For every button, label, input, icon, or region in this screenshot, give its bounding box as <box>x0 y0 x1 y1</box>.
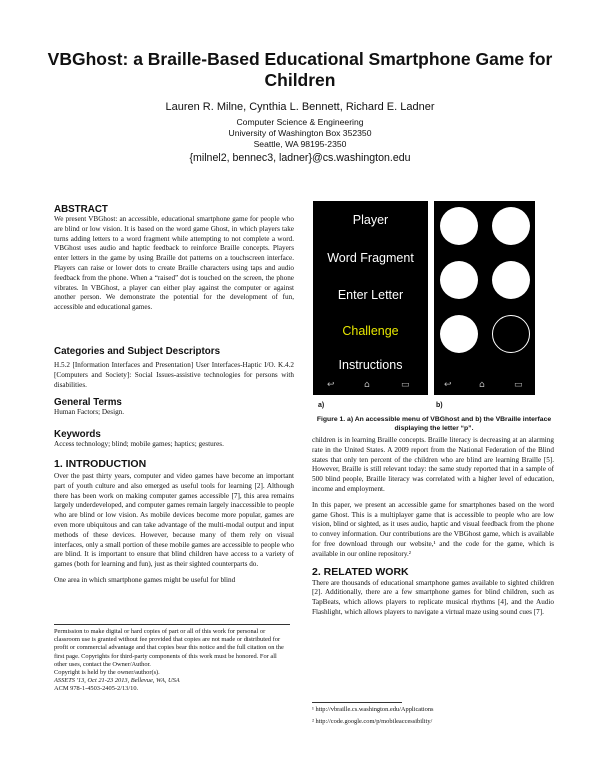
paper-title: VBGhost: a Braille-Based Educational Smartphone Game for Children <box>47 49 553 90</box>
categories-section <box>54 346 294 390</box>
home-icon-b[interactable]: ⌂ <box>479 380 485 390</box>
recent-apps-icon[interactable]: ▭ <box>401 380 410 390</box>
related-work-heading: 2. RELATED WORK <box>312 565 409 578</box>
phone-braille-screen <box>434 201 535 395</box>
keywords-text: Access technology; blind; mobile games; haptics; gestures. <box>54 440 224 448</box>
keywords-heading: Keywords <box>54 429 101 440</box>
abstract-heading: ABSTRACT <box>54 204 108 215</box>
abstract-text: We present VBGhost: an accessible, educational smartphone game for people who are blind or low vision. It is based on the word game Ghost, in which players take turns adding letters to a word fragment while attempting to not complete a word. VBGhost uses audio and haptic feedback to reinforce Braille concepts. Players enter letters in the game by using Braille dot patterns on a touchscreen interface. Players can raise or lower dots to create Braille characters using taps and audio feedback from the phone. When a “raised” dot is touched on the screen, the phone vibrates. In VBGhost, a player can either play against the computer or against another person. We demonstrate the potential for the development of fun, accessible and educational games. <box>54 215 294 312</box>
recent-apps-icon-b[interactable]: ▭ <box>514 380 523 390</box>
figure-label-b: b) <box>436 402 443 409</box>
isbn-line: ACM 978-1-4503-2405-2/13/10. <box>54 685 139 693</box>
authors: Lauren R. Milne, Cynthia L. Bennett, Richard E. Ladner <box>165 101 435 113</box>
general-terms-text: Human Factors; Design. <box>54 408 125 416</box>
braille-dot-1[interactable] <box>440 207 478 245</box>
intro-continued-p1: children is in learning Braille concepts. Braille literacy is decreasing at an alarming rate in the United States. A 2009 report from the National Federation of the Blind states that only ten percent of the children who are blind are learning Braille [5]. However, Braille is still relevant today: the same study reported that in a sample of 500 blind people, Braille literacy was correlated with a higher level of education, income and employment. <box>312 436 554 493</box>
footnote-1[interactable]: ¹ http://vbraille.cs.washington.edu/Applications <box>312 706 434 713</box>
affiliation-city: Seattle, WA 98195-2350 <box>253 139 347 149</box>
menu-item-player[interactable]: Player <box>352 213 389 227</box>
braille-dot-4[interactable] <box>492 207 530 245</box>
permission-notice: Permission to make digital or hard copies of part or all of this work for personal or classroom use is granted without fee provided that copies are not made or distributed for profit or commercial advantage and that copies bear this notice and the full citation on the first page. Copyrights for third-party components of this work must be honored. For all other uses, contact the Owner/Author. <box>54 628 284 668</box>
copyright-line: Copyright is held by the owner/author(s). <box>54 669 160 677</box>
related-work-p1: There are thousands of educational smartphone games available to sighted children [2]. Additionally, there are a few smartphone games for blind children, such as TapBeats, which allows players to replicate musical rhythms [4], and the Audio Flashlight, which allows players to navigate a virtual maze using sound cues [7]. <box>312 578 554 616</box>
permission-divider <box>54 624 290 625</box>
braille-dot-6[interactable] <box>492 315 530 353</box>
menu-item-challenge[interactable]: Challenge <box>342 324 399 338</box>
braille-dot-3[interactable] <box>440 315 478 353</box>
introduction-section <box>54 458 294 586</box>
categories-text: H.5.2 [Information Interfaces and Presentation] User Interfaces-Haptic I/O. K.4.2 [Computers and Society]: Social Issues-assistive technologies for persons with disabilities. <box>54 361 294 389</box>
footnote-2[interactable]: ² http://code.google.com/p/mobileaccessibility/ <box>312 717 433 725</box>
figure-label-a: a) <box>318 402 325 409</box>
author-emails: {milnel2, bennec3, ladner}@cs.washington.edu <box>189 152 411 164</box>
affiliation-dept: Computer Science & Engineering <box>236 117 364 127</box>
keywords-section <box>54 429 294 450</box>
menu-item-instructions[interactable]: Instructions <box>338 358 403 372</box>
categories-heading: Categories and Subject Descriptors <box>54 346 221 357</box>
android-navbar <box>313 377 428 395</box>
back-icon[interactable]: ↩ <box>327 380 335 390</box>
right-column-text <box>312 436 554 618</box>
android-navbar-b <box>434 377 535 395</box>
footnote-divider <box>312 702 402 703</box>
menu-item-enter-letter[interactable]: Enter Letter <box>337 288 404 302</box>
home-icon[interactable]: ⌂ <box>364 380 370 390</box>
introduction-p2: One area in which smartphone games might be useful for blind <box>54 575 236 584</box>
introduction-heading: 1. INTRODUCTION <box>54 458 147 470</box>
figure-caption: Figure 1. a) An accessible menu of VBGhost and b) the VBraille interface displaying the letter “p”. <box>316 416 552 432</box>
footnotes <box>312 706 554 726</box>
back-icon-b[interactable]: ↩ <box>444 380 452 390</box>
conference-line: ASSETS '13, Oct 21-23 2013, Bellevue, WA, USA <box>54 677 180 685</box>
braille-dot-2[interactable] <box>440 261 478 299</box>
intro-continued-p2: In this paper, we present an accessible game for smartphones based on the word game Ghost. This is a multiplayer game that is accessible to people who are low vision, blind or sighted, as it uses audio, haptic and visual feedback from the phone to convey information. Our contributions are the VBGhost game, which is available for free download through our website,¹ and the code for the game, which is available in our online repository.² <box>312 500 554 558</box>
menu-item-word-fragment[interactable]: Word Fragment <box>327 251 414 265</box>
introduction-p1: Over the past thirty years, computer and video games have become an important part of youth culture and also emerged as useful tools for learning [2]. Although there has been work on making computer games accessible [7], this area remains largely underdeveloped, and computer games remain largely inaccessible to people who are blind or low vision. As mobile devices become more popular, games are even more ubiquitous and can take advantage of the multi-modal output and input methods of these devices. However, because many of them rely on visual interfaces, only a small portion of these mobile games are accessible to people who are blind. It is important to ensure that blind children have access to a variety of games (both for learning and fun), just as their sighted counterparts do. <box>54 472 294 569</box>
general-terms-section <box>54 397 294 418</box>
braille-dot-5[interactable] <box>492 261 530 299</box>
abstract-section <box>54 204 294 313</box>
phone-menu-screen <box>313 201 428 395</box>
general-terms-heading: General Terms <box>54 397 122 408</box>
affiliation-university: University of Washington Box 352350 <box>228 128 372 138</box>
permission-block <box>54 628 290 694</box>
